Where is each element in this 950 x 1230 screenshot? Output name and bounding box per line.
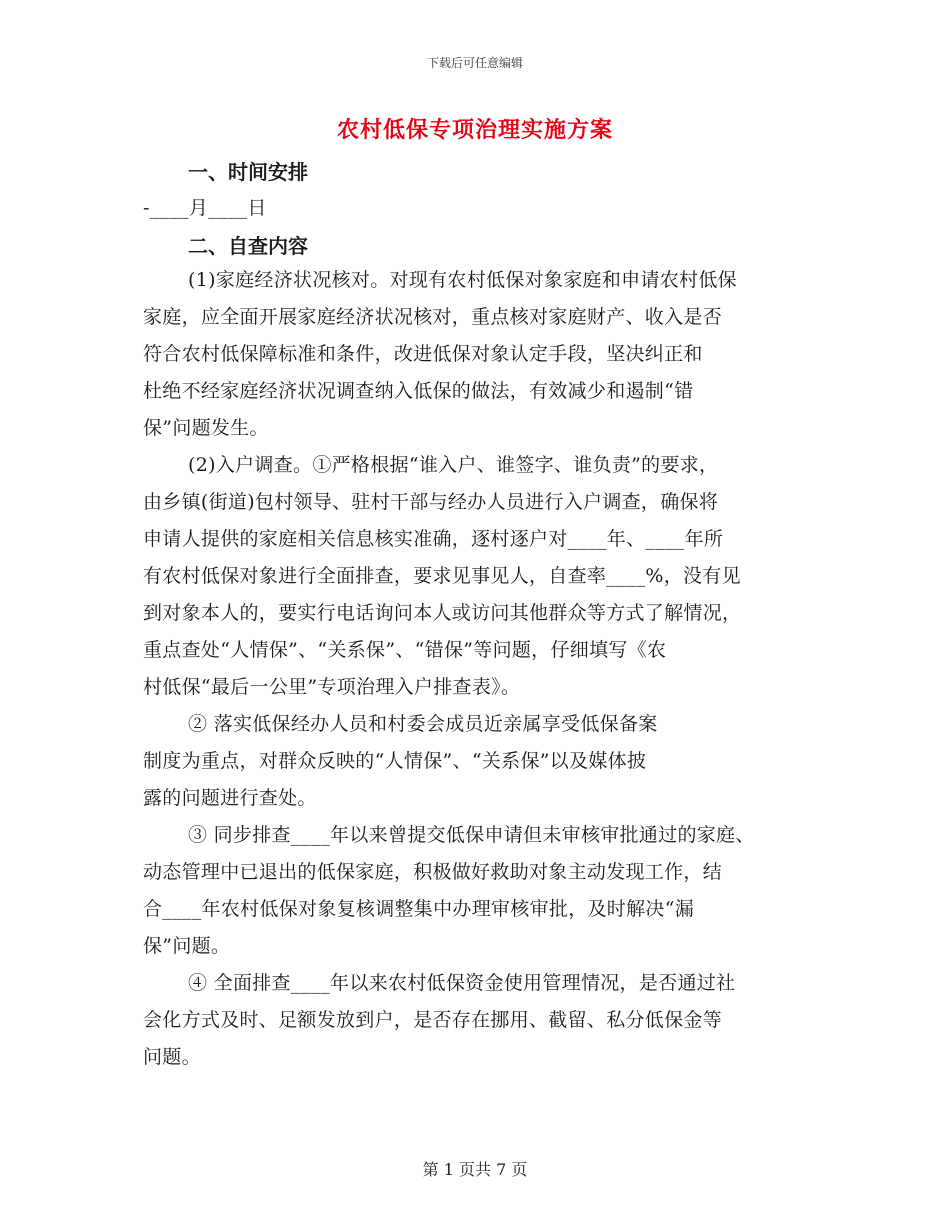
body-line: 家庭，应全面开展家庭经济状况核对，重点核对家庭财产、收入是否 — [143, 306, 723, 328]
body-line: 制度为重点，对群众反映的“人情保”、“关系保”以及媒体披 — [143, 750, 647, 772]
body-line: 重点查处“人情保”、“关系保”、“错保”等问题，仔细填写《农 — [143, 639, 667, 661]
body-line: 有农村低保对象进行全面排查，要求见事见人，自查率____%，没有见 — [143, 565, 741, 587]
body-line: 问题。 — [143, 1046, 201, 1068]
body-line: (2)入户调查。①严格根据“谁入户、谁签字、谁负责”的要求， — [188, 454, 719, 476]
body-line: 符合农村低保障标准和条件，改进低保对象认定手段，坚决纠正和 — [143, 343, 703, 365]
section-heading-self-check: 二、自查内容 — [188, 234, 308, 258]
body-line: 保”问题发生。 — [143, 417, 269, 439]
body-line: 会化方式及时、足额发放到户，是否存在挪用、截留、私分低保金等 — [143, 1009, 723, 1031]
body-line: ④ 全面排查____年以来农村低保资金使用管理情况，是否通过社 — [188, 972, 736, 994]
body-line: 露的问题进行查处。 — [143, 787, 317, 809]
body-line: 申请人提供的家庭相关信息核实准确，逐村逐户对____年、____年所 — [143, 528, 724, 550]
body-line: 杜绝不经家庭经济状况调查纳入低保的做法，有效减少和遏制“错 — [143, 380, 694, 402]
section-heading-schedule: 一、时间安排 — [188, 160, 308, 184]
body-line: (1)家庭经济状况核对。对现有农村低保对象家庭和申请农村低保 — [188, 269, 737, 291]
document-title: 农村低保专项治理实施方案 — [336, 117, 613, 143]
date-line: -____月____日 — [143, 197, 267, 219]
body-line: 动态管理中已退出的低保家庭，积极做好救助对象主动发现工作，结 — [143, 861, 723, 883]
body-line: 到对象本人的，要实行电话询问本人或访问其他群众等方式了解情况， — [143, 602, 742, 624]
page-footer: 第 1 页共 7 页 — [422, 1160, 528, 1179]
page-header: 下载后可任意编辑 — [426, 56, 523, 70]
body-line: 由乡镇(街道)包村领导、驻村干部与经办人员进行入户调查，确保将 — [143, 491, 719, 513]
body-line: ② 落实低保经办人员和村委会成员近亲属享受低保备案 — [188, 713, 658, 735]
body-line: 保”问题。 — [143, 935, 231, 957]
body-line: ③ 同步排查____年以来曾提交低保申请但未审核审批通过的家庭、 — [188, 824, 755, 846]
body-line: 合____年农村低保对象复核调整集中办理审核审批，及时解决“漏 — [143, 898, 695, 920]
body-line: 村低保“最后一公里”专项治理入户排查表》。 — [143, 676, 521, 698]
